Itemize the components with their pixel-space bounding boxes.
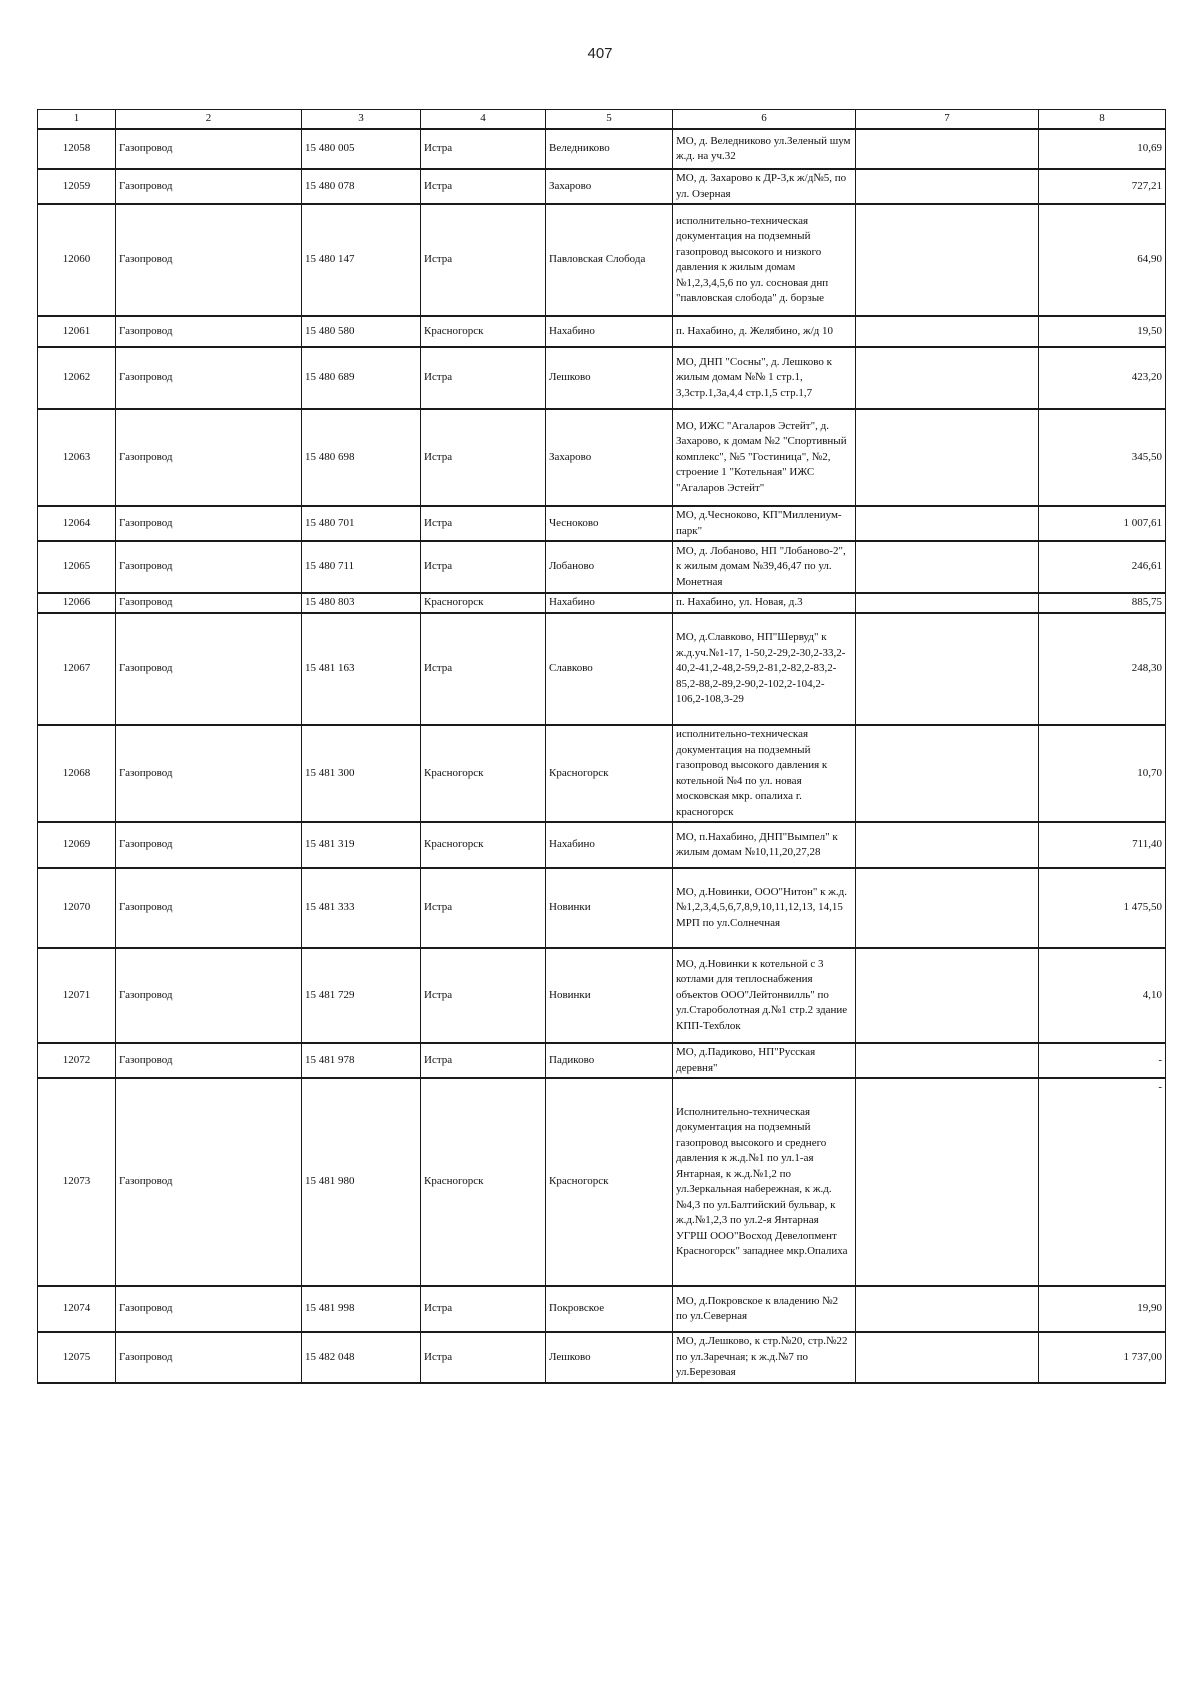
cell-type: Газопровод [116, 1078, 302, 1286]
cell-code: 15 480 689 [302, 347, 421, 409]
cell-locality: Новинки [546, 868, 673, 948]
cell-district: Истра [421, 409, 546, 506]
cell-code: 15 481 319 [302, 822, 421, 868]
table-row [38, 129, 1166, 169]
cell-extra [856, 1332, 1039, 1383]
cell-district: Истра [421, 347, 546, 409]
cell-district: Истра [421, 1332, 546, 1383]
cell-extra [856, 1286, 1039, 1332]
column-header-6: 6 [673, 110, 856, 130]
cell-number: 12067 [38, 613, 116, 725]
cell-address: МО, д.Чесноково, КП"Миллениум-парк" [673, 506, 856, 541]
cell-locality: Нахабино [546, 593, 673, 613]
cell-type: Газопровод [116, 347, 302, 409]
table-row [38, 822, 1166, 868]
cell-number: 12058 [38, 129, 116, 169]
cell-value: - [1039, 1078, 1166, 1286]
cell-code: 15 480 147 [302, 204, 421, 316]
cell-type: Газопровод [116, 129, 302, 169]
cell-district: Красногорск [421, 1078, 546, 1286]
cell-type: Газопровод [116, 506, 302, 541]
cell-address: МО, д.Новинки к котельной с 3 котлами для теплоснабжения объектов ООО"Лейтонвилль" по ул.Староболотная д.№1 стр.2 здание КПП-Техблок [673, 948, 856, 1043]
cell-address: МО, д. Веледниково ул.Зеленый шум ж.д. на уч.32 [673, 129, 856, 169]
registry-table [37, 109, 1166, 1384]
cell-address: МО, д. Захарово к ДР-3,к ж/д№5, по ул. Озерная [673, 169, 856, 204]
cell-address: МО, д.Новинки, ООО"Нитон" к ж.д.№1,2,3,4,5,6,7,8,9,10,11,12,13, 14,15 МРП по ул.Солнечная [673, 868, 856, 948]
cell-extra [856, 593, 1039, 613]
cell-code: 15 480 701 [302, 506, 421, 541]
cell-number: 12075 [38, 1332, 116, 1383]
cell-value: 345,50 [1039, 409, 1166, 506]
column-header-5: 5 [546, 110, 673, 130]
cell-extra [856, 613, 1039, 725]
cell-value: 727,21 [1039, 169, 1166, 204]
cell-number: 12073 [38, 1078, 116, 1286]
cell-value: 423,20 [1039, 347, 1166, 409]
cell-code: 15 480 698 [302, 409, 421, 506]
cell-type: Газопровод [116, 169, 302, 204]
cell-district: Истра [421, 948, 546, 1043]
table-row [38, 725, 1166, 822]
column-header-1: 1 [38, 110, 116, 130]
cell-value: 248,30 [1039, 613, 1166, 725]
cell-locality: Чесноково [546, 506, 673, 541]
cell-type: Газопровод [116, 409, 302, 506]
cell-number: 12070 [38, 868, 116, 948]
cell-extra [856, 868, 1039, 948]
table-row [38, 1286, 1166, 1332]
column-header-3: 3 [302, 110, 421, 130]
cell-type: Газопровод [116, 868, 302, 948]
cell-extra [856, 725, 1039, 822]
cell-district: Истра [421, 169, 546, 204]
cell-address: п. Нахабино, д. Желябино, ж/д 10 [673, 316, 856, 347]
cell-locality: Лешково [546, 1332, 673, 1383]
cell-district: Истра [421, 1043, 546, 1078]
cell-locality: Славково [546, 613, 673, 725]
table-row [38, 204, 1166, 316]
table-row [38, 868, 1166, 948]
cell-number: 12061 [38, 316, 116, 347]
cell-type: Газопровод [116, 822, 302, 868]
cell-locality: Покровское [546, 1286, 673, 1332]
cell-district: Истра [421, 868, 546, 948]
cell-extra [856, 347, 1039, 409]
cell-value: - [1039, 1043, 1166, 1078]
cell-value: 1 737,00 [1039, 1332, 1166, 1383]
cell-value: 10,69 [1039, 129, 1166, 169]
cell-number: 12068 [38, 725, 116, 822]
cell-address: МО, д.Славково, НП"Шервуд" к ж.д.уч.№1-17, 1-50,2-29,2-30,2-33,2-40,2-41,2-48,2-59,2-81,2-82,2-83,2-85,2-88,2-89,2-90,2-102,2-104,2-106,2-108,3-29 [673, 613, 856, 725]
cell-code: 15 481 163 [302, 613, 421, 725]
cell-type: Газопровод [116, 948, 302, 1043]
cell-code: 15 481 333 [302, 868, 421, 948]
cell-address: исполнительно-техническая документация на подземный газопровод высокого и низкого давления к жилым домам №1,2,3,4,5,6 по ул. сосновая днп "павловская слобода" д. борзые [673, 204, 856, 316]
cell-district: Истра [421, 204, 546, 316]
column-header-8: 8 [1039, 110, 1166, 130]
cell-code: 15 481 998 [302, 1286, 421, 1332]
cell-locality: Новинки [546, 948, 673, 1043]
cell-district: Истра [421, 541, 546, 593]
cell-address: МО, д.Покровское к владению №2 по ул.Северная [673, 1286, 856, 1332]
cell-district: Истра [421, 613, 546, 725]
cell-value: 711,40 [1039, 822, 1166, 868]
table-row [38, 409, 1166, 506]
cell-type: Газопровод [116, 1286, 302, 1332]
cell-type: Газопровод [116, 1043, 302, 1078]
cell-locality: Лобаново [546, 541, 673, 593]
column-header-2: 2 [116, 110, 302, 130]
cell-extra [856, 204, 1039, 316]
table-row [38, 1332, 1166, 1383]
cell-extra [856, 169, 1039, 204]
cell-district: Красногорск [421, 593, 546, 613]
cell-value: 885,75 [1039, 593, 1166, 613]
table-row [38, 613, 1166, 725]
cell-locality: Лешково [546, 347, 673, 409]
cell-type: Газопровод [116, 204, 302, 316]
cell-address: МО, д.Лешково, к стр.№20, стр.№22 по ул.Заречная; к ж.д.№7 по ул.Березовая [673, 1332, 856, 1383]
cell-extra [856, 316, 1039, 347]
cell-value: 4,10 [1039, 948, 1166, 1043]
cell-locality: Захарово [546, 169, 673, 204]
cell-value: 64,90 [1039, 204, 1166, 316]
cell-district: Истра [421, 506, 546, 541]
cell-value: 10,70 [1039, 725, 1166, 822]
cell-code: 15 481 300 [302, 725, 421, 822]
cell-code: 15 480 078 [302, 169, 421, 204]
cell-address: исполнительно-техническая документация на подземный газопровод высокого давления к котельной №4 по ул. новая московская мкр. опалиха г. красногорск [673, 725, 856, 822]
page-number: 407 [587, 45, 613, 62]
cell-code: 15 481 980 [302, 1078, 421, 1286]
cell-locality: Захарово [546, 409, 673, 506]
table-row [38, 1078, 1166, 1286]
cell-address: МО, ДНП "Сосны", д. Лешково к жилым домам №№ 1 стр.1, 3,3стр.1,3а,4,4 стр.1,5 стр.1,7 [673, 347, 856, 409]
cell-number: 12072 [38, 1043, 116, 1078]
cell-code: 15 480 005 [302, 129, 421, 169]
cell-extra [856, 1078, 1039, 1286]
cell-extra [856, 1043, 1039, 1078]
column-header-4: 4 [421, 110, 546, 130]
cell-number: 12066 [38, 593, 116, 613]
cell-extra [856, 506, 1039, 541]
cell-number: 12069 [38, 822, 116, 868]
cell-code: 15 482 048 [302, 1332, 421, 1383]
cell-address: МО, д. Лобаново, НП "Лобаново-2", к жилым домам №39,46,47 по ул. Монетная [673, 541, 856, 593]
cell-locality: Нахабино [546, 822, 673, 868]
table-row [38, 506, 1166, 541]
table-row [38, 948, 1166, 1043]
cell-number: 12074 [38, 1286, 116, 1332]
cell-number: 12065 [38, 541, 116, 593]
table-row [38, 541, 1166, 593]
table-row [38, 316, 1166, 347]
table-row [38, 593, 1166, 613]
table-header-row [38, 110, 1166, 130]
cell-number: 12059 [38, 169, 116, 204]
cell-locality: Падиково [546, 1043, 673, 1078]
cell-address: МО, д.Падиково, НП"Русская деревня" [673, 1043, 856, 1078]
cell-value: 246,61 [1039, 541, 1166, 593]
cell-district: Красногорск [421, 725, 546, 822]
cell-type: Газопровод [116, 613, 302, 725]
cell-address: п. Нахабино, ул. Новая, д.3 [673, 593, 856, 613]
cell-extra [856, 541, 1039, 593]
cell-value: 1 007,61 [1039, 506, 1166, 541]
cell-type: Газопровод [116, 316, 302, 347]
cell-code: 15 480 711 [302, 541, 421, 593]
cell-code: 15 481 978 [302, 1043, 421, 1078]
cell-value: 19,90 [1039, 1286, 1166, 1332]
cell-locality: Красногорск [546, 725, 673, 822]
cell-number: 12060 [38, 204, 116, 316]
cell-district: Истра [421, 129, 546, 169]
cell-extra [856, 822, 1039, 868]
cell-locality: Красногорск [546, 1078, 673, 1286]
cell-number: 12071 [38, 948, 116, 1043]
column-header-7: 7 [856, 110, 1039, 130]
cell-address: Исполнительно-техническая документация на подземный газопровод высокого и среднего давления к ж.д.№1 по ул.1-ая Янтарная, к ж.д.№1,2 по ул.Зеркальная набережная, к ж.д.№4,3 по ул.Балтийский бульвар, к ж.д.№1,2,3 по ул.2-я Янтарная УГРШ ООО"Восход Девелопмент Красногорск" западнее мкр.Опалиха [673, 1078, 856, 1286]
cell-code: 15 480 803 [302, 593, 421, 613]
cell-extra [856, 948, 1039, 1043]
cell-district: Красногорск [421, 822, 546, 868]
cell-code: 15 481 729 [302, 948, 421, 1043]
table-row [38, 169, 1166, 204]
cell-district: Истра [421, 1286, 546, 1332]
cell-type: Газопровод [116, 541, 302, 593]
cell-number: 12063 [38, 409, 116, 506]
cell-number: 12064 [38, 506, 116, 541]
cell-locality: Нахабино [546, 316, 673, 347]
cell-address: МО, п.Нахабино, ДНП"Вымпел" к жилым домам №10,11,20,27,28 [673, 822, 856, 868]
cell-number: 12062 [38, 347, 116, 409]
cell-extra [856, 409, 1039, 506]
cell-value: 1 475,50 [1039, 868, 1166, 948]
cell-locality: Павловская Слобода [546, 204, 673, 316]
cell-type: Газопровод [116, 725, 302, 822]
cell-type: Газопровод [116, 593, 302, 613]
cell-address: МО, ИЖС "Агаларов Эстейт", д. Захарово, к домам №2 "Спортивный комплекс", №5 "Гостиница", №2, строение 1 "Котельная" ИЖС "Агаларов Эстейт" [673, 409, 856, 506]
cell-code: 15 480 580 [302, 316, 421, 347]
cell-type: Газопровод [116, 1332, 302, 1383]
table-row [38, 1043, 1166, 1078]
cell-value: 19,50 [1039, 316, 1166, 347]
cell-district: Красногорск [421, 316, 546, 347]
table-row [38, 347, 1166, 409]
cell-locality: Веледниково [546, 129, 673, 169]
cell-extra [856, 129, 1039, 169]
